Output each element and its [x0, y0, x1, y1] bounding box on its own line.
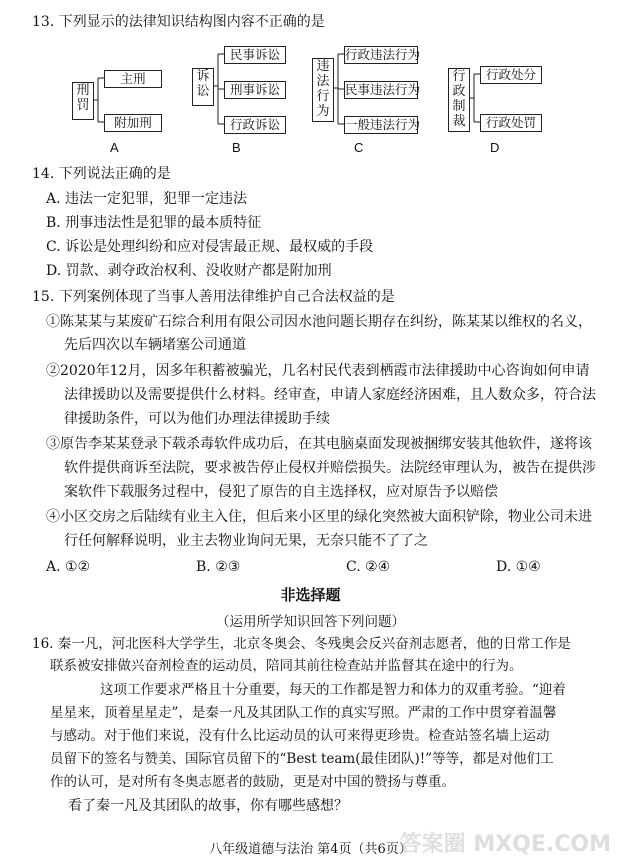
- question-15-item-1-line-2: 先后四次以车辆堵塞公司通道: [64, 337, 246, 353]
- question-14-option-b: B. 刑事违法性是犯罪的最本质特征: [46, 215, 262, 231]
- question-15-stem: 15. 下列案例体现了当事人善用法律维护自己合法权益的是: [32, 289, 395, 305]
- question-16-line-3: 这项工作要求严格且十分重要，每天的工作都是智力和体力的双重考验。“迎着: [100, 682, 566, 698]
- diagram-b-root: 诉 讼: [192, 68, 214, 106]
- question-15-item-2-line-3: 律援助条件，可以为他们办理法律援助手续: [64, 411, 330, 427]
- question-15-item-3-line-1: ③原告李某某登录下载杀毒软件成功后，在其电脑桌面发现被捆绑安装其他软件，遂将该: [46, 436, 592, 452]
- question-16-line-6: 员留下的签名与赞美、国际官员留下的“Best team(最佳团队)!”等等，都是对他们工: [50, 751, 554, 767]
- question-14-stem: 14. 下列说法正确的是: [32, 166, 171, 182]
- question-16-line-2: 联系被安排做兴奋剂检查的运动员，陪同其前往检查站并监督其在途中的行为。: [50, 658, 523, 674]
- diagram-a-leaf-2: 附加刑: [104, 114, 162, 132]
- question-16-line-5: 与感动。对于他们来说，没有什么比运动员的认可来得更珍贵。检查站签名墙上运动: [50, 728, 550, 744]
- question-15-choice-a: A. ①②: [46, 559, 91, 575]
- question-16-line-1: 16. 秦一凡，河北医科大学学生，北京冬奥会、冬残奥会反兴奋剂志愿者，他的日常工作是: [32, 636, 571, 652]
- section-title: 非选择题: [280, 586, 341, 604]
- diagram-c-label: C: [354, 140, 364, 155]
- question-14-option-a: A. 违法一定犯罪，犯罪一定违法: [46, 191, 248, 207]
- diagram-b-label: B: [232, 140, 241, 155]
- diagram-a-root: 刑 罚: [72, 82, 94, 120]
- diagram-b-leaf-1: 民事诉讼: [224, 46, 286, 64]
- question-14-option-d: D. 罚款、剥夺政治权利、没收财产都是附加刑: [46, 263, 332, 279]
- diagram-b-leaf-2: 刑事诉讼: [224, 81, 286, 99]
- question-15-item-4-line-2: 行任何解释说明，业主去物业询问无果，无奈只能不了了之: [64, 533, 428, 549]
- question-15-item-1-line-1: ①陈某某与某废矿石综合利用有限公司因水池问题长期存在纠纷，陈某某以维权的名义，: [46, 314, 592, 330]
- watermark: 答案圈 MXQE.COM: [399, 832, 611, 857]
- diagram-c-leaf-3: 一般违法行为: [345, 117, 421, 132]
- diagram-b-leaf-3: 行政诉讼: [224, 116, 286, 134]
- diagram-c-leaf-1: 行政违法行为: [345, 47, 421, 62]
- question-13-stem: 13. 下列显示的法律知识结构图内容不正确的是: [32, 14, 325, 30]
- diagram-d-label: D: [490, 140, 500, 155]
- question-14-option-c: C. 诉讼是处理纠纷和应对侵害最正规、最权威的手段: [46, 239, 374, 255]
- question-15-item-4-line-1: ④小区交房之后陆续有业主入住，但后来小区里的绿化突然被大面积铲除，物业公司未进: [46, 509, 592, 525]
- diagram-a-label: A: [110, 140, 119, 155]
- question-15-item-3-line-2: 软件提供商诉至法院，要求被告停止侵权并赔偿损失。法院经审理认为，被告在提供涉: [64, 460, 596, 476]
- diagram-d-root: 行 政 制 裁: [448, 68, 470, 132]
- question-15-choice-d: D. ①④: [496, 559, 541, 575]
- diagram-d-leaf-1: 行政处分: [480, 66, 542, 84]
- diagram-c-root: 违 法 行 为: [312, 58, 334, 122]
- diagram-a-leaf-1: 主刑: [104, 70, 162, 88]
- question-15-item-3-line-3: 案软件下载服务过程中，侵犯了原告的自主选择权，应对原告予以赔偿: [64, 484, 498, 500]
- question-15-choice-c: C. ②④: [346, 559, 391, 575]
- question-16-prompt: 看了秦一凡及其团队的故事，你有哪些感想？: [68, 798, 348, 814]
- diagram-c-leaf-2: 民事违法行为: [345, 82, 421, 97]
- section-subtitle: （运用所学知识回答下列问题）: [216, 614, 405, 630]
- diagram-d-leaf-2: 行政处罚: [480, 114, 542, 132]
- question-16-line-4: 星星来，顶着星星走”，是秦一凡及其团队工作的真实写照。严肃的工作中贯穿着温馨: [50, 705, 557, 721]
- page-footer: 八年级道德与法治 第4页（共6页）: [209, 842, 412, 857]
- question-15-item-2-line-1: ②2020年12月，因多年积蓄被骗光，几名村民代表到栖霞市法律援助中心咨询如何申请: [46, 363, 590, 379]
- question-15-item-2-line-2: 法律援助以及需要提供什么材料。经审查，申请人家庭经济困难，且人数众多，符合法: [64, 387, 596, 403]
- question-15-choice-b: B. ②③: [196, 559, 241, 575]
- question-16-line-7: 作的认可，是对所有冬奥志愿者的鼓励，更是对中国的赞扬与尊重。: [50, 774, 455, 790]
